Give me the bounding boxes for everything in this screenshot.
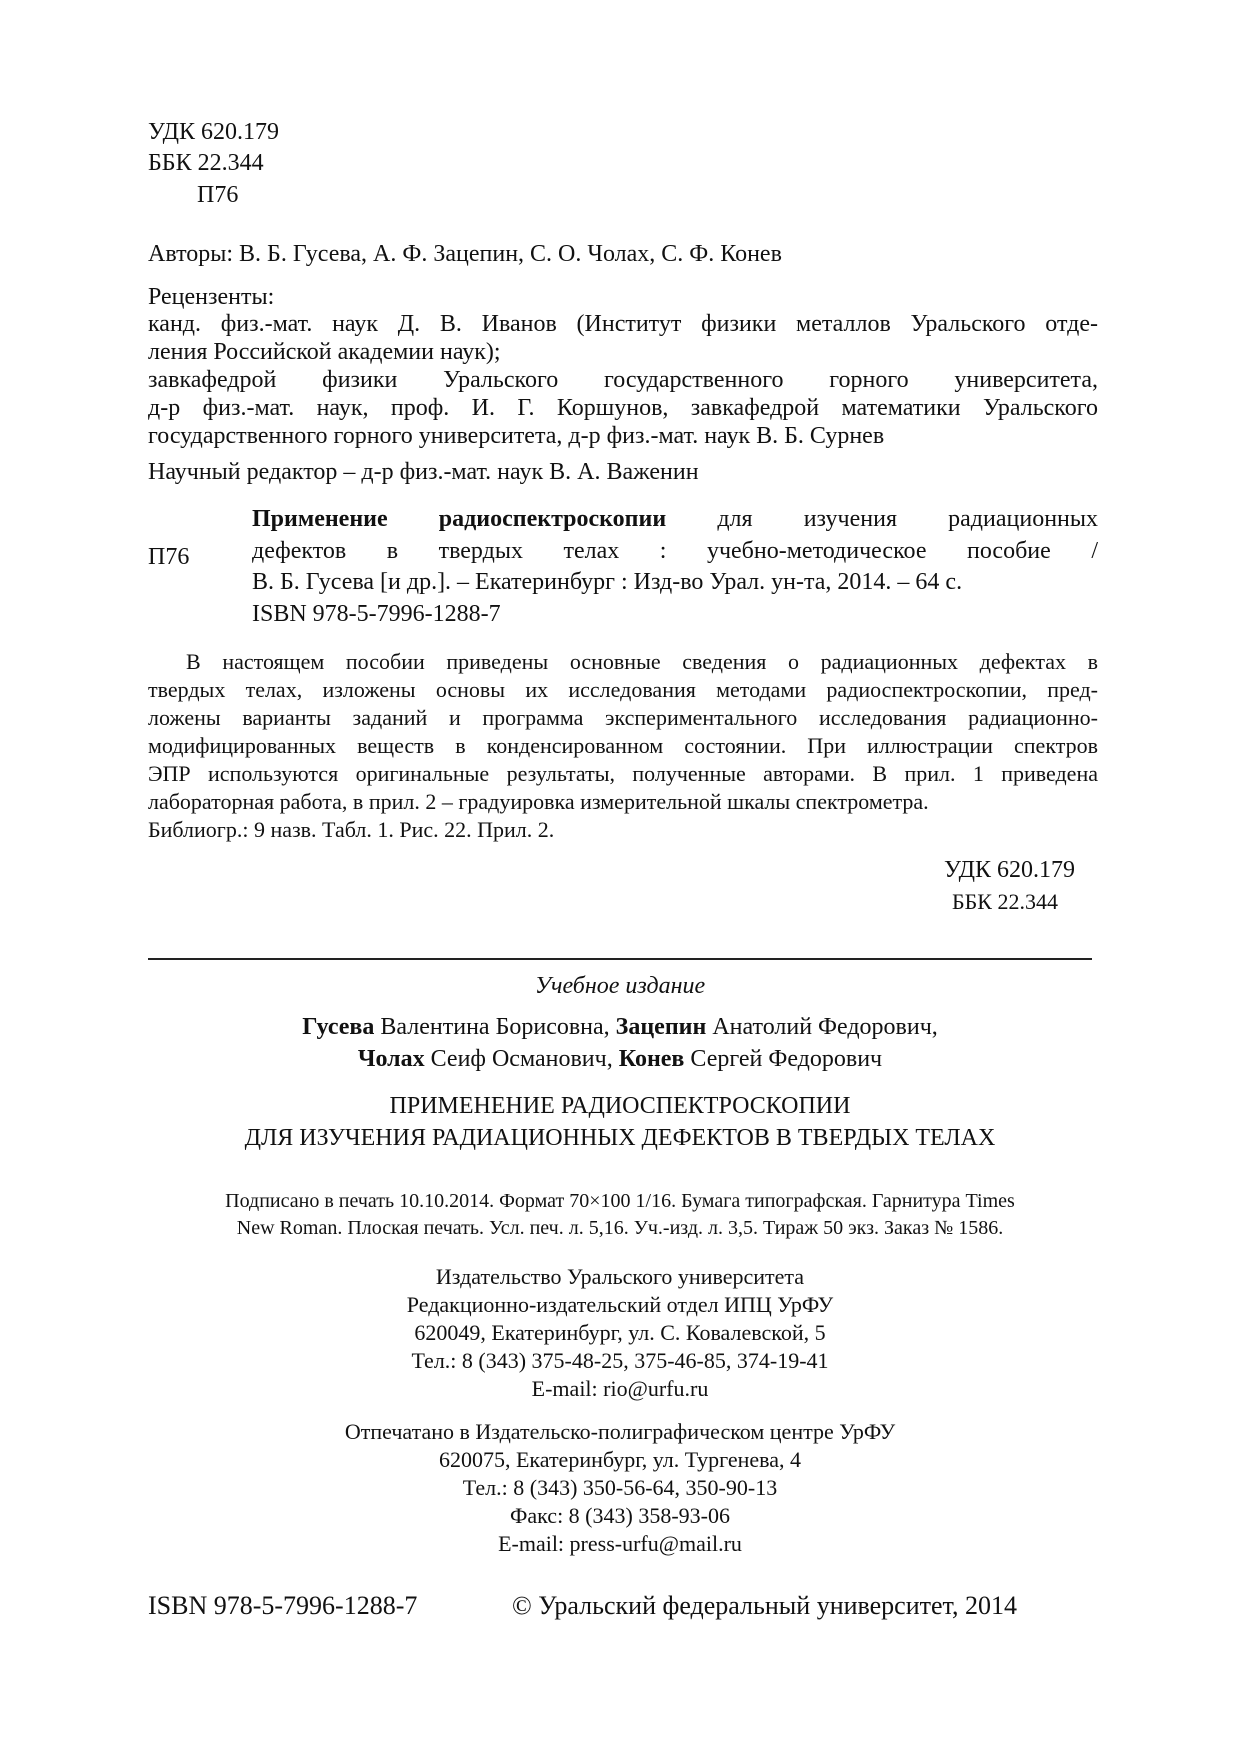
abstract-line: лабораторная работа, в прил. 2 – градуировка измерительной шкалы спектрометра.	[148, 789, 929, 814]
printer-line: Факс: 8 (343) 358-93-06	[510, 1503, 730, 1528]
science-editor: Научный редактор – д-р физ.-мат. наук В. А. Важенин	[148, 459, 699, 485]
biblio-line: дефектов в твердых телах : учебно-методическое пособие /	[252, 538, 1098, 564]
biblio-isbn: ISBN 978-5-7996-1288-7	[252, 601, 501, 627]
bbk-footer: ББК 22.344	[952, 889, 1058, 914]
author-name: Валентина Борисовна	[380, 1014, 604, 1040]
biblio-title: Применение радиоспектроскопии	[252, 506, 667, 532]
publisher-line: Издательство Уральского университета	[435, 1264, 805, 1289]
reviewers-heading: Рецензенты:	[148, 284, 275, 310]
reviewer-line: д-р физ.-мат. наук, проф. И. Г. Коршунов, завкафедрой математики Уральского	[148, 395, 1098, 421]
abstract-line: Библиогр.: 9 назв. Табл. 1. Рис. 22. Прил. 2.	[148, 817, 555, 842]
printer-email: E-mail: press-urfu@mail.ru	[498, 1531, 742, 1556]
printer-line: Тел.: 8 (343) 350-56-64, 350-90-13	[462, 1475, 778, 1500]
abstract-line: модифицированных веществ в конденсированном состоянии. При иллюстрации спектров	[148, 733, 1098, 758]
publisher-line: 620049, Екатеринбург, ул. С. Ковалевской, 5	[414, 1320, 826, 1345]
publisher-email: E-mail: rio@urfu.ru	[531, 1376, 709, 1401]
authors-full-line: Чолах Сеиф Османович, Конев Сергей Федорович	[357, 1046, 883, 1072]
bbk-code: ББК 22.344	[148, 150, 264, 176]
author-name: Сергей Федорович	[690, 1046, 883, 1072]
print-info-line: New Roman. Плоская печать. Усл. печ. л. 5,16. Уч.-изд. л. 3,5. Тираж 50 экз. Заказ № 1586.	[236, 1217, 1004, 1239]
biblio-title-rest: для изучения радиационных	[717, 506, 1099, 532]
author-surname: Гусева	[302, 1014, 375, 1040]
abstract-line: ЭПР используются оригинальные результаты, полученные авторами. В прил. 1 приведена	[148, 761, 1098, 786]
author-sign-code: П76	[197, 182, 239, 208]
edition-type: Учебное издание	[534, 973, 706, 999]
publisher-line: Редакционно-издательский отдел ИПЦ УрФУ	[406, 1292, 834, 1317]
author-surname: Конев	[618, 1046, 685, 1072]
author-name: Анатолий Федорович	[712, 1014, 932, 1040]
divider	[148, 958, 1092, 960]
biblio-line: В. Б. Гусева [и др.]. – Екатеринбург : Изд-во Урал. ун-та, 2014. – 64 с.	[252, 569, 963, 595]
udk-footer: УДК 620.179	[944, 857, 1075, 883]
author-surname: Зацепин	[615, 1014, 707, 1040]
udk-code: УДК 620.179	[148, 119, 279, 145]
title-caps-line: ДЛЯ ИЗУЧЕНИЯ РАДИАЦИОННЫХ ДЕФЕКТОВ В ТВЕРДЫХ ТЕЛАХ	[244, 1125, 996, 1151]
print-info-line: Подписано в печать 10.10.2014. Формат 70×100 1/16. Бумага типографская. Гарнитура Times	[225, 1190, 1015, 1212]
authors-line: Авторы: В. Б. Гусева, А. Ф. Зацепин, С. О. Чолах, С. Ф. Конев	[148, 241, 782, 267]
publisher-line: Тел.: 8 (343) 375-48-25, 375-46-85, 374-19-41	[411, 1348, 829, 1373]
abstract-line: твердых телах, изложены основы их исследования методами радиоспектроскопии, пред-	[148, 677, 1098, 702]
abstract-line: В настоящем пособии приведены основные сведения о радиационных дефектах в	[186, 649, 1098, 674]
footer-copyright: © Уральский федеральный университет, 2014	[512, 1591, 1017, 1620]
footer-isbn: ISBN 978-5-7996-1288-7	[148, 1591, 418, 1620]
author-surname: Чолах	[357, 1046, 425, 1072]
reviewer-line: ления Российской академии наук);	[148, 339, 501, 365]
biblio-code: П76	[148, 544, 190, 570]
abstract-line: ложены варианты заданий и программа экспериментального исследования радиационно-	[148, 705, 1098, 730]
biblio-title-line	[252, 504, 1098, 534]
reviewer-line: государственного горного университета, д-р физ.-мат. наук В. Б. Сурнев	[148, 423, 885, 449]
reviewer-line: канд. физ.-мат. наук Д. В. Иванов (Институт физики металлов Уральского отде-	[148, 311, 1098, 337]
title-caps-line: ПРИМЕНЕНИЕ РАДИОСПЕКТРОСКОПИИ	[389, 1093, 851, 1119]
reviewer-line: завкафедрой физики Уральского государственного горного университета,	[148, 367, 1098, 393]
printer-line: 620075, Екатеринбург, ул. Тургенева, 4	[438, 1447, 802, 1472]
printer-line: Отпечатано в Издательско-полиграфическом центре УрФУ	[344, 1419, 896, 1444]
author-name: Сеиф Османович	[430, 1046, 607, 1072]
authors-full-line: Гусева Валентина Борисовна, Зацепин Анатолий Федорович,	[302, 1014, 938, 1040]
